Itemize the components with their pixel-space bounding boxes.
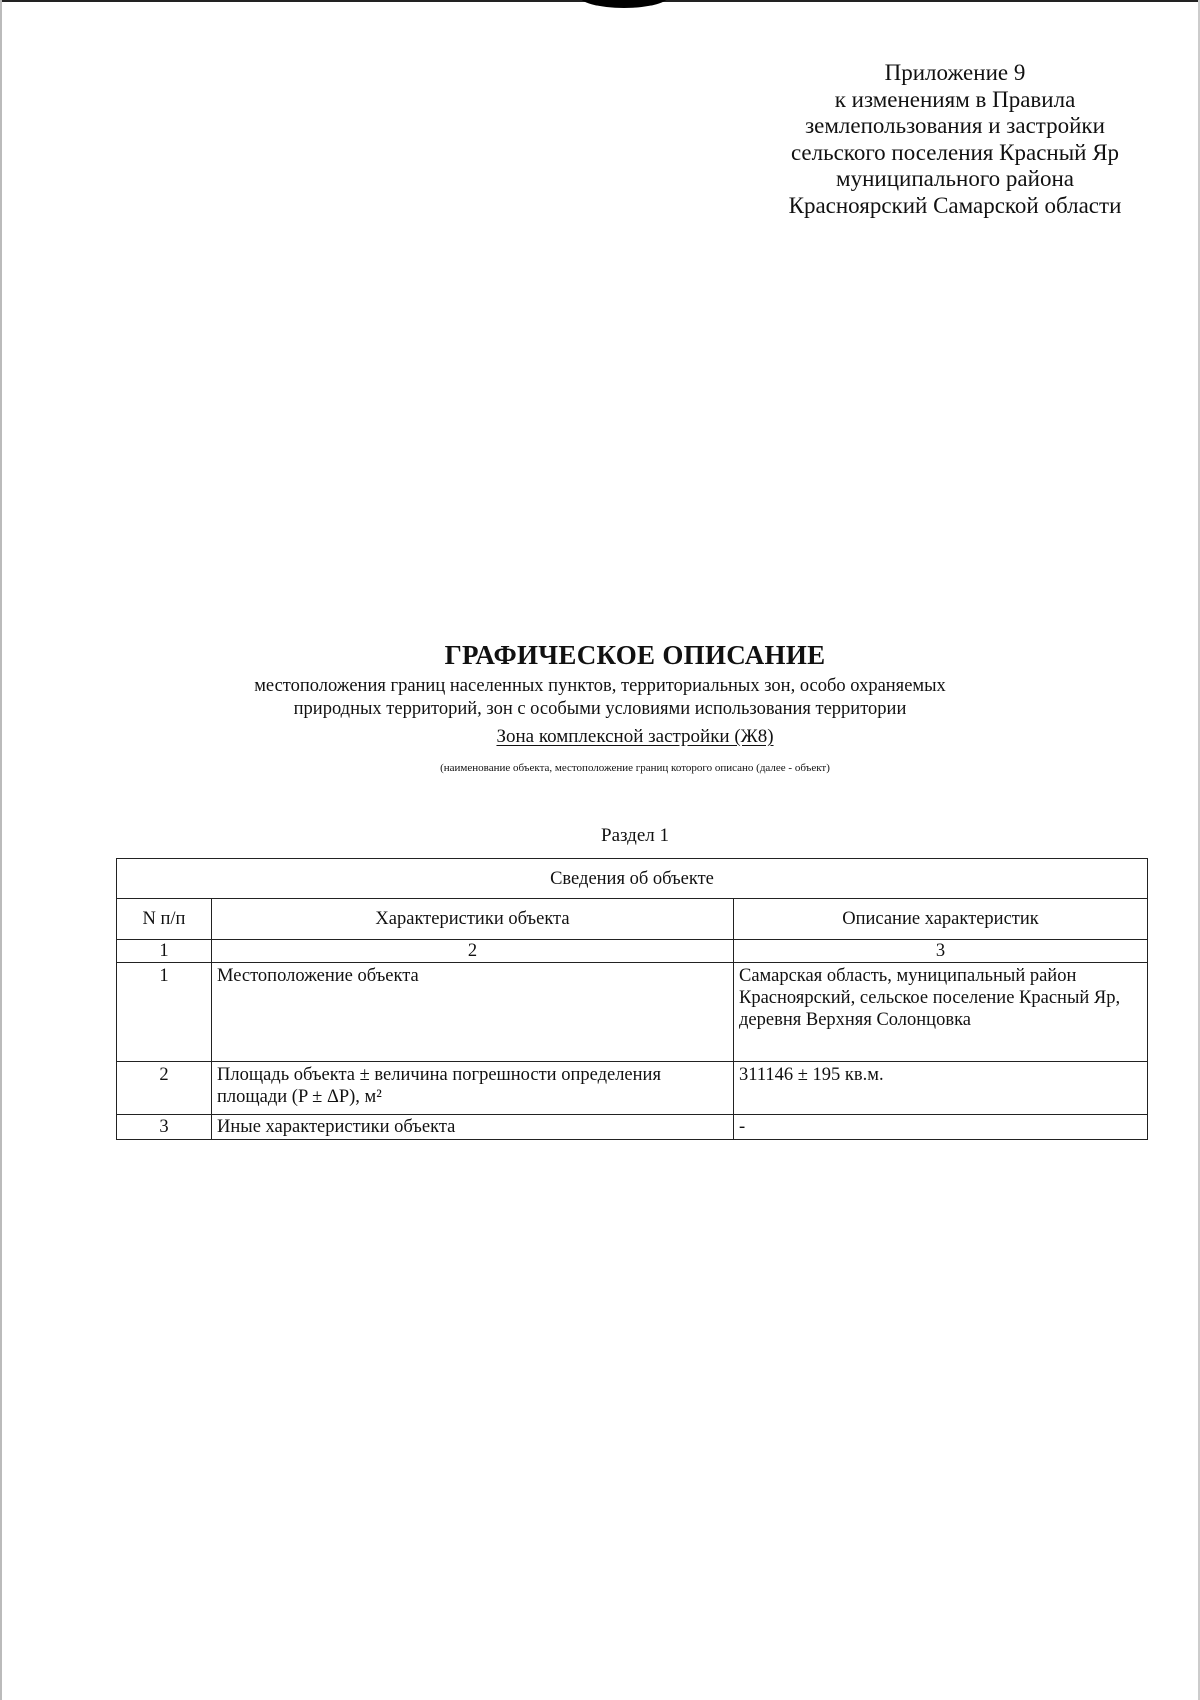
column-number: 3 [734, 940, 1148, 963]
appendix-line: Красноярский Самарской области [788, 192, 1122, 218]
header-characteristic: Характеристики объекта [212, 899, 734, 940]
table-row [117, 1115, 1148, 1140]
subtitle-line: природных территорий, зон с особыми условиями использования территории [293, 699, 907, 719]
row-num: 2 [117, 1062, 212, 1115]
row-num: 1 [117, 963, 212, 1062]
subtitle-line: местоположения границ населенных пунктов, территориальных зон, особо охраняемых [254, 676, 946, 696]
section-label: Раздел 1 [601, 825, 669, 846]
row-characteristic: Иные характеристики объекта [212, 1115, 734, 1140]
header-num: N п/п [117, 899, 212, 940]
row-description: 311146 ± 195 кв.м. [734, 1062, 1148, 1115]
row-description: - [734, 1115, 1148, 1140]
row-num: 3 [117, 1115, 212, 1140]
scan-artifact-blob [578, 0, 670, 8]
document-subtitle [100, 675, 1100, 721]
table-caption-row [117, 859, 1148, 899]
column-number: 1 [117, 940, 212, 963]
table-column-numbers-row [117, 940, 1148, 963]
object-name-text: Зона комплексной застройки (Ж8) [496, 726, 774, 747]
appendix-header [740, 60, 1170, 219]
table-caption: Сведения об объекте [117, 859, 1148, 899]
appendix-line: землепользования и застройки [805, 113, 1105, 138]
object-name [120, 726, 1150, 748]
appendix-line: к изменениям в Правила [834, 86, 1076, 112]
row-description: Самарская область, муниципальный район Красноярский, сельское поселение Красный Яр, деревня Верхняя Солонцовка [734, 963, 1148, 1062]
object-info-table [116, 858, 1148, 1140]
appendix-line: сельского поселения Красный Яр [790, 139, 1120, 165]
appendix-line: Приложение 9 [884, 60, 1026, 85]
document-title: ГРАФИЧЕСКОЕ ОПИСАНИЕ [444, 640, 826, 670]
object-name-note: (наименование объекта, местоположение границ которого описано (далее - объект) [440, 762, 830, 774]
row-characteristic: Площадь объекта ± величина погрешности определения площади (P ± ΔP), м² [212, 1062, 734, 1115]
header-description: Описание характеристик [734, 899, 1148, 940]
table-row [117, 963, 1148, 1062]
scan-left-edge [0, 0, 2, 1700]
column-number: 2 [212, 940, 734, 963]
appendix-line: муниципального района [836, 166, 1074, 191]
row-characteristic: Местоположение объекта [212, 963, 734, 1062]
table-header-row [117, 899, 1148, 940]
table-row [117, 1062, 1148, 1115]
